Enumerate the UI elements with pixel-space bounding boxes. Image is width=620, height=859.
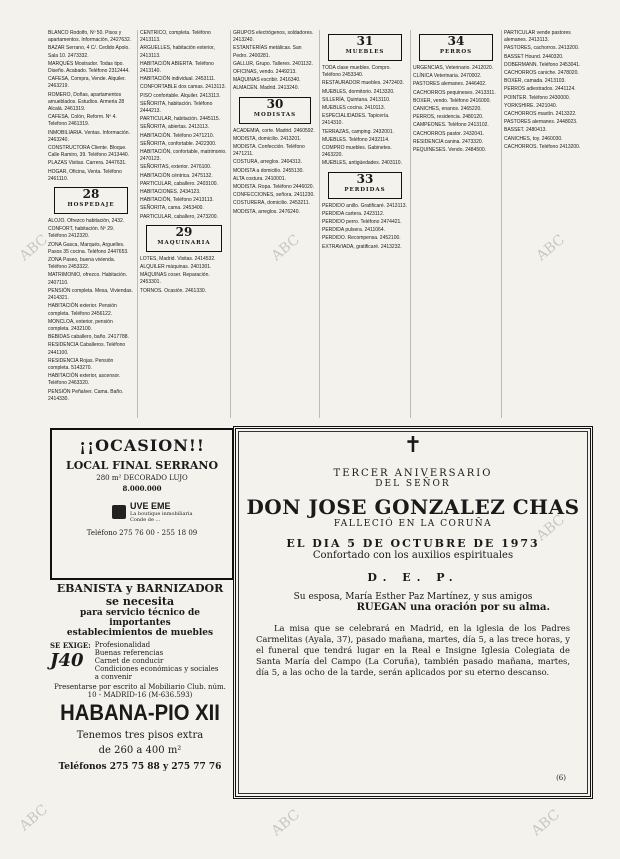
classified-listing: PISO confortable. Alquiler. 2413113. — [140, 92, 221, 99]
classified-listing: HABITACIÓN céntrica. 2475132. — [140, 172, 213, 179]
column-1-lead — [48, 30, 134, 183]
classified-listing: ALMACÉN. Madrid. 2413240. — [233, 85, 299, 92]
obituary-name: DON JOSE GONZALEZ CHAS — [246, 495, 580, 519]
classified-listing: GALLUR, Grupo. Talleres. 2401132. — [233, 60, 313, 67]
watermark: ABC — [268, 231, 303, 265]
column-4 — [322, 30, 408, 418]
classified-listing: CONFORTABLE dos camas. 2413113. — [140, 84, 226, 91]
requirements — [50, 641, 230, 681]
classified-listing: CENTRICO, completa. Teléfono 2413113. — [140, 30, 211, 44]
classified-listing: RESTAURADOR muebles. 2472403. — [322, 80, 404, 87]
requirement-item: Carnet de conducir — [94, 657, 164, 665]
ad-phones: Teléfono 275 76 00 - 255 18 09 — [86, 529, 198, 537]
column-divider — [410, 30, 411, 418]
section-header-modistas — [239, 97, 311, 124]
classified-listing: PERROS, residencia. 2480120. — [413, 114, 484, 121]
classified-listing: GRUPOS electrógenos, soldadores. 2413240. — [233, 30, 314, 44]
classified-listing: CANICHES, enanos. 2465220. — [413, 106, 482, 113]
agency-logo — [112, 501, 232, 523]
classified-listing: HABITACIÓN, Teléfono 2413113. — [140, 197, 214, 204]
classified-listing: COMPRO muebles. Gabinetes. 2463220. — [322, 145, 392, 159]
classified-listing: PERDIDO perro. Teléfono 2474421. — [322, 219, 402, 226]
classified-listing: SEÑORITA, cama. 2453400. — [140, 205, 204, 212]
classified-listing: HOGAR, Oficina, Venta. Teléfono 2461110. — [48, 168, 122, 182]
ad-price: 8.000.000 — [122, 484, 162, 493]
classified-listing: MARQUÉS Mostrador. Todas tipo. Diseño. Acabado. Teléfono 2312444. — [48, 60, 130, 75]
column-1 — [48, 30, 134, 418]
obituary-mass-text: La misa que se celebrará en Madrid, en la iglesia de los Padres Carmelitas (Ayala, 37), pasado mañana, martes, día 5, a las trece horas, y el funeral que tendrá lugar en la Real e Insigne Iglesia Colegiata de Santa María del Campo (La Coruña), también pasado mañana, martes, día 5, a las ocho de la tarde, serán aplicados por su eterno descanso. — [256, 623, 570, 677]
section-header-maquinaria — [146, 225, 222, 252]
column-4-tail2 — [322, 203, 408, 251]
ad-title: HABANA-PIO XII — [60, 700, 220, 725]
section-header-hospedaje — [54, 187, 128, 214]
classified-listing: PARTICULAR, caballero. 2403100. — [140, 180, 218, 187]
classified-listing: MODISTA. Confección. Teléfono 2471211. — [233, 144, 305, 158]
classified-listing: CACHORROS pequineses. 2413311. — [413, 89, 496, 96]
classified-listing: COSTURERA, domicilio. 2453211. — [233, 200, 310, 207]
classified-listing: BLANCO Rodolfo, Nº 50. Pisos y apartamentos. Información, 2427632. — [48, 30, 132, 44]
classified-listing: BOXER, camada. 2413103. — [504, 78, 566, 85]
obituary-family: Su esposa, María Esther Paz Martínez, y sus amigos — [293, 592, 533, 602]
classified-listing: TODA clase muebles. Compro. Teléfono 2453340. — [322, 65, 391, 79]
classified-listing: PERROS adiestrados. 2441124. — [504, 86, 576, 93]
classified-listing: PERDIDO anillo. Gratificaré. 2413113. — [322, 202, 407, 209]
classified-listing: BOXER, vendo. Teléfono 2416000. — [413, 97, 491, 104]
column-5 — [413, 30, 499, 418]
requirements-label: SE EXIGE: — [50, 641, 91, 650]
classified-listing: EXTRAVIADA, gratificaré. 2413232. — [322, 243, 402, 250]
classified-listing: TERRAZAS, camping. 2432001. — [322, 128, 394, 135]
classified-listing: MODISTA, arreglos. 2476240. — [233, 208, 300, 215]
classified-listing: SEÑORITA, confortable. 2422300. — [140, 140, 217, 147]
column-divider — [137, 30, 138, 418]
section-number: 30 — [266, 96, 284, 111]
classified-listing: MÁQUINAS coser. Reparación. 2453301. — [140, 272, 210, 286]
classified-listing: HABITACIÓN exterior. Pensión completa. Teléfono 2456122. — [48, 303, 117, 317]
classified-listing: MODISTA. Ropa. Teléfono 2446020. — [233, 184, 314, 191]
column-divider — [319, 30, 320, 418]
ad-phones: Teléfonos 275 75 88 y 275 77 76 — [58, 762, 222, 772]
classified-listing: HABITACIÓN exterior, ascensor. Teléfono 2463320. — [48, 373, 121, 387]
classified-listing: ALTA costura. 2410001. — [233, 175, 286, 182]
classified-listing: POINTER. Teléfono 2430000. — [504, 94, 571, 101]
classified-listing: PENSIÓN completa. Mesa, Viviendas. 2414321. — [48, 287, 133, 302]
classified-listing: ESPECIALIDADES. Tapicería. 2414310. — [322, 113, 390, 127]
classified-listing: LOTES, Madrid. Visitas. 2414532. — [140, 255, 216, 262]
column-4-tail — [322, 65, 408, 168]
classified-listing: BASSET. 2480413. — [504, 127, 547, 134]
ad-body-line: establecimientos de muebles — [66, 628, 214, 638]
agency-address: Conde de ... — [130, 517, 161, 523]
classified-listing: ZONA Paseo, buena vivienda. Teléfono 2453322. — [48, 257, 115, 271]
classified-listing: MUEBLES cocina. 2410113. — [322, 105, 386, 112]
classified-listing: URGENCIAS, Veterinario. 2412020. — [413, 65, 494, 71]
section-number: 29 — [175, 224, 193, 239]
column-2-lead — [140, 30, 228, 221]
company-logo: J40 — [50, 650, 84, 671]
ad-body-line: de 260 a 400 m² — [98, 745, 182, 756]
ad-body-line: para servicio técnico de importantes — [79, 608, 200, 628]
classified-listing: HABITACIONES. 2434123. — [140, 189, 201, 196]
classified-listing: CONFORT, habitación. Nº 29. Teléfono 2412320. — [48, 226, 115, 240]
watermark: ABC — [268, 806, 303, 840]
section-number: 34 — [447, 34, 465, 48]
agency-name: UVE EME — [130, 501, 171, 511]
classified-listing: CONSTRUCTORA Cliente. Bloque. Calle Ramiro, 39. Teléfono 2413440. — [48, 145, 130, 159]
column-3-lead — [233, 30, 317, 93]
ad-ocasion-local — [50, 428, 234, 580]
watermark: ABC — [533, 231, 568, 265]
watermark: ABC — [528, 806, 563, 840]
classified-listing: MONCLOA, exterior, pensión completa. 2432100. — [48, 318, 113, 332]
ad-ebanista — [50, 582, 230, 699]
classified-listing: ZONA Gasca, Marqués, Arguelles. Pasos 35 cocina. Teléfono 2447653. — [48, 241, 129, 255]
classified-listing: CACHORROS. Teléfono 2413200. — [504, 143, 581, 150]
section-label: PERDIDAS — [344, 186, 386, 193]
column-2 — [140, 30, 228, 418]
classified-listing: PLAZAS Visitas. Carrera. 2447631. — [48, 160, 127, 167]
classified-listing: PERDIDA pulsera. 2411064. — [322, 227, 386, 234]
classified-listing: PEQUINESES. Vendo. 2484500. — [413, 147, 487, 154]
obituary-date: EL DIA 5 DE OCTUBRE DE 1973 — [286, 537, 540, 550]
classified-listing: PARTICULAR vende pastores alemanes. 2413113. — [504, 30, 571, 44]
ad-detail: 280 m² DECORADO LUJO — [96, 474, 188, 482]
classified-listing: CONFECCIONES, señora. 2411230. — [233, 192, 315, 199]
classified-listing: RESIDENCIA Rojas. Pensión completa. 5143270. — [48, 357, 114, 371]
classified-listing: RESIDENCIA canina. 2473320. — [413, 138, 484, 145]
section-label: MAQUINARIA — [157, 239, 211, 246]
classified-listing: BAZAR Serrano, 4 C/. Cedido Apolo. Sala 10. 2473332. — [48, 45, 130, 59]
requirement-item: a convenir — [94, 673, 133, 681]
agency-logo-icon — [112, 505, 126, 519]
cross-icon: ✝ — [403, 433, 423, 458]
classified-listing: ALQUILER máquinas. 2401301. — [140, 264, 212, 271]
column-3-tail — [233, 128, 317, 216]
classified-listing: MODISTA, domicilio. 2413201. — [233, 135, 302, 142]
agency-tagline: La boutique inmobiliaria — [130, 511, 193, 517]
classified-listing: BEBIDAS caballero, baño. 2417788. — [48, 334, 129, 341]
classified-listing: PERDIDO. Recompensa. 2452100. — [322, 235, 401, 242]
section-number: 31 — [356, 34, 374, 48]
classified-listing: CLÍNICA Veterinaria. 2470002. — [413, 73, 482, 80]
column-5-tail — [413, 65, 499, 154]
ad-title: ¡¡OCASION!! — [79, 436, 205, 455]
classified-listing: ALOJO. Ofrezco habitación, 2432. — [48, 218, 125, 225]
classified-listing: HABITACIÓN individual. 2453111. — [140, 76, 216, 83]
ad-subtitle: LOCAL FINAL SERRANO — [65, 459, 219, 472]
section-number: 28 — [82, 187, 100, 202]
watermark: ABC — [16, 801, 51, 835]
classified-listing: ACADEMIA, corte. Madrid. 2460592. — [233, 127, 315, 134]
classified-listing: CACHORROS pastor. 2432041. — [413, 130, 485, 137]
watermark: ABC — [533, 511, 568, 545]
column-divider — [501, 30, 502, 418]
ad-habana — [50, 700, 230, 772]
classified-listing: SEÑORITAS, exterior. 2476100. — [140, 164, 212, 171]
requirement-item: Buenas referencias — [94, 649, 164, 657]
obituary-ref: (6) — [556, 774, 566, 782]
classified-listing: ARGUELLES, habitación exterior, 2413113. — [140, 45, 215, 59]
column-2-tail — [140, 256, 228, 295]
section-label: MUEBLES — [345, 49, 385, 55]
column-1-tail — [48, 218, 134, 403]
requirement-item: Profesionalidad — [94, 641, 151, 649]
classified-listing: PASTORES alemanes. 2448023. — [504, 119, 578, 126]
classified-listing: CACHORROS caniche. 2478020. — [504, 70, 579, 77]
classified-listing: MUEBLES. Teléfono 2432114. — [322, 136, 390, 143]
section-label: HOSPEDAJE — [67, 202, 115, 209]
classified-listing: OFICINAS, vendo. 2449213. — [233, 69, 297, 76]
classified-listing: PARTICULAR, caballero, 2473200. — [140, 213, 218, 220]
classified-listing: SEÑORITA, abiertas. 2413113. — [140, 124, 210, 131]
classified-listing: MODISTA a domicilio. 2455130. — [233, 167, 304, 174]
classified-listing: MUEBLES, dormitorio. 2413320. — [322, 88, 395, 95]
classified-listing: ROMERO, Doñas, apartamentos amueblados. Estudios. Armeria 28 Alcalá. 2461319. — [48, 91, 125, 113]
ad-body-line: Tenemos tres pisos extra — [76, 730, 204, 741]
classified-listing: BASSET Hound. 2440320. — [504, 53, 564, 60]
classified-listing: RESIDENCIA Caballeros. Teléfono 2441100. — [48, 342, 126, 356]
classified-listing: SEÑORITA, habitación. Teléfono 2444213. — [140, 100, 213, 115]
classified-listing: HABITACIÓN, confortable, matrimonio. 2470123. — [140, 149, 227, 163]
classified-listing: CAFESA, Colón, Reform. Nº 4. Telefono 2461319. — [48, 114, 117, 128]
classified-listing: PASTORES, cachorros. 2413200. — [504, 45, 580, 52]
obituary-dep: D. E. P. — [367, 571, 459, 584]
classified-listing: MUEBLES, antigüedades. 2403110. — [322, 160, 402, 167]
section-label: PERROS — [439, 49, 473, 55]
classified-listing: INMOBILIARIA. Ventas. Información. 2463240. — [48, 129, 130, 143]
classified-listing: PENSIÓN Peñalver. Cama. Baño. 2414330. — [48, 388, 124, 402]
ad-title: EBANISTA y BARNIZADOR — [56, 582, 224, 595]
column-divider — [230, 30, 231, 418]
column-3 — [233, 30, 317, 418]
classified-listing: CAMPEONES. Teléfono 2413102. — [413, 122, 489, 129]
column-6 — [504, 30, 586, 418]
classified-listing: YORKSHIRE. 2421040. — [504, 102, 558, 109]
ad-subtitle: se necesita — [105, 595, 175, 608]
classified-listing: MATRIMONIO, ofrezco. Habitación. 2407110. — [48, 272, 128, 286]
classified-listing: CACHORROS mastín. 2413322. — [504, 111, 577, 118]
classified-listing: PERDIDA cartera. 2423112. — [322, 210, 385, 217]
obituary-del: DEL SEÑOR — [375, 479, 451, 489]
column-6-lead — [504, 30, 586, 151]
classified-listing: HABITACIÓN. Teléfono 2471210. — [140, 132, 215, 139]
classified-listing: COSTURA, arreglos. 2404313. — [233, 159, 302, 166]
requirement-item: Condiciones económicas y sociales — [94, 665, 219, 673]
obituary-notice — [233, 426, 593, 799]
classified-listing: ESTANTERÍAS metálicas. San Pedro. 2400281. — [233, 45, 302, 59]
watermark: ABC — [16, 231, 51, 265]
requirements-list — [95, 641, 219, 681]
classified-listing: PARTICULAR, habitación. 2445115. — [140, 116, 221, 123]
obituary-place: FALLECIÓ EN LA CORUÑA — [333, 519, 493, 529]
classified-listing: PASTORES alemanes. 2446402. — [413, 81, 487, 88]
classified-listing: TORNOS. Ocasión. 2461330. — [140, 287, 207, 294]
section-number: 33 — [356, 171, 374, 186]
ad-contact: Presentarse por escrito al Mobiliario Club. núm. 10 - MADRID-16 (M-636.593) — [54, 683, 226, 699]
classified-listing: CAFESA, Compra, Vende. Alquiler. 2463219. — [48, 76, 126, 90]
classified-listing: HABITACIÓN ABIERTA. Teléfono 2413140. — [140, 60, 214, 75]
section-label: MODISTAS — [253, 111, 297, 118]
classified-listing: DOBERMANN. Teléfono 2453041. — [504, 61, 581, 68]
section-header-perros — [419, 34, 493, 61]
obituary-anniversary: TERCER ANIVERSARIO — [333, 468, 493, 479]
section-header-muebles — [328, 34, 402, 61]
obituary-ruegan: RUEGAN una oración por su alma. — [356, 602, 550, 613]
classified-listing: MÁQUINAS escribir. 2416340. — [233, 77, 301, 84]
classified-listing: SILLERÍA, Quintana. 2413110. — [322, 96, 391, 103]
classified-listing: CANICHES, toy. 2460030. — [504, 135, 563, 142]
section-header-perdidas — [328, 172, 402, 199]
obituary-confortado: Confortado con los auxilios espirituales — [312, 550, 514, 561]
